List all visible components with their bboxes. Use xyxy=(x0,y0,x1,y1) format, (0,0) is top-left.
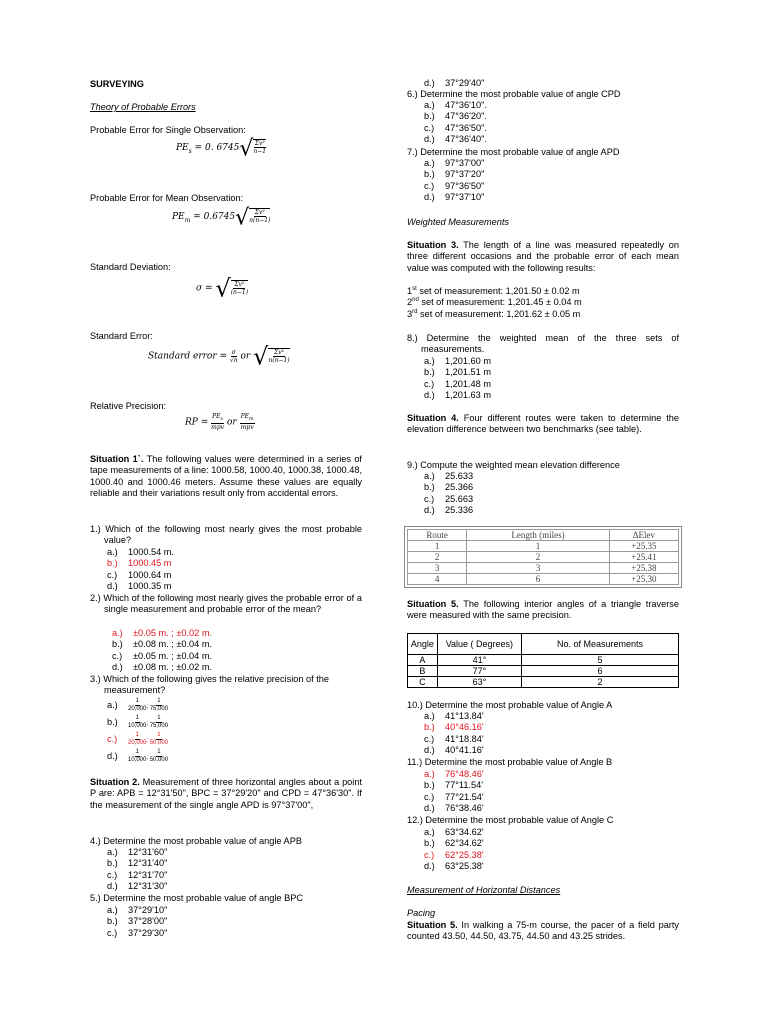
option-label: d.) xyxy=(424,745,435,756)
fraction-num: 1 xyxy=(157,749,161,756)
option-text: 97°37'10" xyxy=(445,192,485,203)
fraction xyxy=(150,715,168,730)
option-text: 97°37'00" xyxy=(445,158,485,168)
answer-option: a.) $\frac{1}{20,000}$ ; $\frac{1}{75,000}$ xyxy=(107,698,169,713)
table-cell: 1 xyxy=(467,541,610,552)
table-cell: +25.35 xyxy=(609,541,678,552)
table-cell: 41° xyxy=(437,655,521,666)
set-text: set of measurement: 1,201.50 ± 0.02 m xyxy=(416,286,580,296)
answer-option xyxy=(407,780,679,791)
q11-options xyxy=(407,769,679,815)
set-ordinal: rd xyxy=(412,308,418,315)
option-label: c.) xyxy=(112,650,123,661)
q10-options xyxy=(407,711,679,757)
table-cell: 1 xyxy=(408,541,467,552)
table-header-cell: ΔElev xyxy=(609,530,678,541)
option-label: a.) xyxy=(107,700,118,710)
measurement-set xyxy=(407,297,679,308)
angle-table xyxy=(407,633,679,688)
table-cell: B xyxy=(408,666,438,677)
option-label: b.) xyxy=(424,482,435,493)
question-7: 7.) Determine the most probable value of angle APD xyxy=(407,147,620,157)
option-text: 12°31'60" xyxy=(128,847,168,857)
option-label: b.) xyxy=(107,558,118,569)
option-label: c.) xyxy=(107,569,118,580)
fraction-num: 1 xyxy=(157,732,161,739)
option-label: a.) xyxy=(424,356,435,366)
rel-prec-label: Relative Precision: xyxy=(90,401,167,411)
answer-option: d.) $\frac{1}{10,000}$ ; $\frac{1}{50,000}$ xyxy=(107,749,169,764)
option-label: d.) xyxy=(424,134,435,145)
fraction xyxy=(128,749,146,764)
option-label: d.) xyxy=(107,581,118,592)
question-12: 12.) Determine the most probable value of Angle C xyxy=(407,815,614,825)
table-row xyxy=(408,634,679,655)
fraction xyxy=(150,749,168,764)
option-label: a.) xyxy=(424,769,435,779)
q2-options xyxy=(95,628,362,674)
table-cell: 5 xyxy=(522,655,679,666)
answer-option xyxy=(407,838,679,849)
option-label: c.) xyxy=(424,180,435,191)
q3-options xyxy=(90,697,362,765)
option-label: b.) xyxy=(107,916,118,927)
table-cell: 63° xyxy=(437,677,521,688)
set-number: 3 xyxy=(407,308,413,319)
option-text: 37°29'10" xyxy=(128,905,168,915)
table-row xyxy=(408,541,679,552)
q12-options xyxy=(407,827,679,873)
answer-option xyxy=(90,558,362,569)
option-text: ±0.08 m. ; ±0.02 m. xyxy=(133,662,213,673)
question-3: 3.) Which of the following gives the relative precision of the measurement? xyxy=(90,674,329,696)
option-label: c.) xyxy=(424,493,435,504)
answer-option xyxy=(407,711,679,722)
table-header-cell: Length (miles) xyxy=(467,530,610,541)
formula-std-error: Standard error = $\frac{\sigma}{√n}$ or √ $\frac{\text{Σv²}}{n(n-1)}$ xyxy=(148,342,290,371)
set-number: 2 xyxy=(407,297,413,308)
answer-option xyxy=(90,870,362,881)
formula-pe-single: $PE_s = 0$. 6745√ $\frac{\text{Σv²}}{n-1}$ xyxy=(176,136,267,162)
situation-5b xyxy=(407,920,679,943)
option-label: d.) xyxy=(424,192,435,203)
question-10: 10.) Determine the most probable value of Angle A xyxy=(407,700,613,710)
question-4: 4.) Determine the most probable value of angle APB xyxy=(90,836,302,846)
answer-option xyxy=(90,547,362,558)
option-text: 1,201.51 m xyxy=(445,367,491,378)
table-row xyxy=(408,677,679,688)
option-label: d.) xyxy=(112,662,123,673)
option-label: a.) xyxy=(424,827,435,837)
answer-option xyxy=(90,928,362,939)
option-text: 25.663 xyxy=(445,493,474,504)
option-label: b.) xyxy=(107,858,118,869)
q4-options xyxy=(90,847,362,893)
answer-option xyxy=(90,881,362,892)
answer-option xyxy=(407,803,679,814)
option-label: a.) xyxy=(112,628,123,638)
option-text: ±0.08 m. ; ±0.04 m. xyxy=(133,639,213,650)
option-text: 40°41.16' xyxy=(445,745,484,756)
answer-option xyxy=(407,181,679,192)
table-cell: 4 xyxy=(408,574,467,585)
option-label: d.) xyxy=(424,78,435,88)
situation-5-text: The following interior angles of a triangle traverse were measured with the same precision. xyxy=(407,599,679,621)
table-cell: 6 xyxy=(522,666,679,677)
table-row xyxy=(408,574,679,585)
fraction-den: 50,000 xyxy=(149,757,169,764)
answer-option xyxy=(407,123,679,134)
fraction xyxy=(128,715,146,730)
option-label: b.) xyxy=(424,111,435,122)
answer-option xyxy=(407,192,679,203)
answer-option xyxy=(407,100,679,111)
option-text: 40°46.16' xyxy=(445,722,484,733)
question-5: 5.) Determine the most probable value of angle BPC xyxy=(90,893,303,903)
answer-option xyxy=(407,390,679,401)
option-label: a.) xyxy=(424,471,435,481)
situation-2 xyxy=(90,777,362,811)
answer-option xyxy=(407,494,679,505)
option-label: c.) xyxy=(107,869,118,880)
option-label: a.) xyxy=(107,547,118,557)
table-cell: 2 xyxy=(408,552,467,563)
option-label: c.) xyxy=(424,849,435,860)
answer-option xyxy=(407,769,679,780)
table-cell: +25.41 xyxy=(609,552,678,563)
answer-option xyxy=(407,169,679,180)
question-8: 8.) Determine the weighted mean of the three sets of measurements. xyxy=(407,333,679,355)
answer-option xyxy=(90,858,362,869)
fraction-num: 1 xyxy=(135,749,139,756)
situation-3 xyxy=(407,240,679,274)
option-text: 1000.64 m xyxy=(128,569,172,580)
situation-1-head: Situation 1`. xyxy=(90,454,144,464)
situation-3-text: The length of a line was measured repeatedly on three different occasions and the probable error of each mean value was computed with the following results: xyxy=(407,240,679,273)
fraction xyxy=(128,732,146,747)
fraction xyxy=(150,698,168,713)
situation-4-head: Situation 4. xyxy=(407,413,459,423)
option-label: b.) xyxy=(424,169,435,180)
answer-option xyxy=(95,651,362,662)
option-label: d.) xyxy=(424,861,435,872)
section-weighted: Weighted Measurements xyxy=(407,217,509,227)
table-header-cell: Route xyxy=(408,530,467,541)
answer-option xyxy=(407,482,679,493)
situation-5b-head: Situation 5. xyxy=(407,920,458,930)
doc-title: SURVEYING xyxy=(90,79,144,89)
answer-option xyxy=(407,734,679,745)
fraction-den: 20,000 xyxy=(128,706,147,713)
set-number: 1 xyxy=(407,286,413,296)
answer-option xyxy=(407,850,679,861)
option-label: d.) xyxy=(424,803,435,814)
option-text: ±0.05 m. ; ±0.04 m. xyxy=(133,650,213,661)
q5-options xyxy=(90,905,362,939)
q6-options xyxy=(407,100,679,146)
set-text: set of measurement: 1,201.45 ± 0.04 m xyxy=(418,297,582,308)
option-text: 77°21.54' xyxy=(445,791,484,802)
option-text: 47°36'10". xyxy=(445,100,487,110)
answer-option xyxy=(407,505,679,516)
option-text: 47°36'50". xyxy=(445,122,487,133)
option-text: 12°31'30" xyxy=(128,881,168,892)
fraction-num: 1 xyxy=(157,698,161,705)
option-text: 25.336 xyxy=(445,505,474,516)
answer-option xyxy=(407,861,679,872)
option-label: c.) xyxy=(424,791,435,802)
set-ordinal: nd xyxy=(412,297,419,304)
option-text: 47°36'40". xyxy=(445,134,487,145)
std-dev-label: Standard Deviation: xyxy=(90,262,171,272)
option-text: 1000.54 m. xyxy=(128,547,174,557)
table-cell: 77° xyxy=(437,666,521,677)
option-text: 1000.45 m xyxy=(128,558,172,569)
answer-option xyxy=(95,628,362,639)
fraction-den: 75,000 xyxy=(149,706,169,713)
table-header-cell: No. of Measurements xyxy=(522,634,679,655)
table-row xyxy=(408,552,679,563)
fraction-num: 1 xyxy=(135,715,139,722)
answer-option xyxy=(407,158,679,169)
option-label: c.) xyxy=(107,927,118,938)
formula-sigma: σ = √ $\frac{\text{Σv²}}{(n-1)}$ xyxy=(196,274,249,303)
fraction-den: 20,000 xyxy=(128,740,147,747)
option-text: 77°11.54' xyxy=(445,780,483,791)
option-text: 12°31'40" xyxy=(128,858,168,869)
table-header-cell: Value ( Degrees) xyxy=(437,634,521,655)
situation-1 xyxy=(90,454,362,500)
question-11: 11.) Determine the most probable value of Angle B xyxy=(407,757,613,767)
fraction-num: 1 xyxy=(157,715,161,722)
option-label: b.) xyxy=(424,838,435,849)
measurement-set xyxy=(407,286,679,297)
situation-5b-text: In walking a 75-m course, the pacer of a field party counted 43.50, 44.50, 43.75, 44.50 and 43.25 strides. xyxy=(407,920,680,942)
option-text: 62°34.62' xyxy=(445,838,484,849)
answer-option xyxy=(407,722,679,733)
option-label: a.) xyxy=(424,158,435,168)
table-cell: +25.30 xyxy=(609,574,678,585)
table-row xyxy=(408,530,679,541)
option-text: 76°38.46' xyxy=(445,803,484,814)
option-label: b.) xyxy=(424,367,435,378)
set-ordinal: st xyxy=(412,285,417,292)
situation-2-head: Situation 2. xyxy=(90,777,140,787)
fraction-num: 1 xyxy=(135,732,139,739)
answer-option xyxy=(407,356,679,367)
situation-4 xyxy=(407,413,679,436)
answer-option xyxy=(407,111,679,122)
option-text: 25.633 xyxy=(445,471,474,481)
table-header-cell: Angle xyxy=(408,634,438,655)
option-text: 37°29'30" xyxy=(128,927,168,938)
option-label: a.) xyxy=(424,100,435,110)
answer-option xyxy=(407,745,679,756)
q1-options xyxy=(90,547,362,593)
answer-option xyxy=(90,916,362,927)
q7-options xyxy=(407,158,679,204)
pe-mean-label: Probable Error for Mean Observation: xyxy=(90,193,244,203)
table-cell: +25.38 xyxy=(609,563,678,574)
option-label: d.) xyxy=(424,390,435,401)
option-text: 12°31'70" xyxy=(128,869,168,880)
option-text: 41°13.84' xyxy=(445,711,484,721)
option-text: 25.366 xyxy=(445,482,474,493)
option-label: d.) xyxy=(107,751,118,761)
section-horizontal: Measurement of Horizontal Distances xyxy=(407,885,561,895)
option-text: 41°18.84' xyxy=(445,733,484,744)
situation-5 xyxy=(407,599,679,622)
table-cell: 2 xyxy=(522,677,679,688)
q8-options xyxy=(407,356,679,402)
option-label: b.) xyxy=(424,780,435,791)
option-text: 76°48.46' xyxy=(445,769,484,779)
section-theory: Theory of Probable Errors xyxy=(90,102,196,112)
set-text: set of measurement: 1,201.62 ± 0.05 m xyxy=(417,308,581,319)
answer-option xyxy=(407,367,679,378)
sets-list xyxy=(407,286,679,320)
answer-option xyxy=(90,581,362,592)
option-text: 1000.35 m xyxy=(128,581,172,592)
answer-option: b.) $\frac{1}{10,000}$ ; $\frac{1}{75,000}$ xyxy=(107,715,169,730)
answer-option xyxy=(90,570,362,581)
option-label: d.) xyxy=(424,505,435,516)
option-label: c.) xyxy=(424,122,435,133)
table-cell: 2 xyxy=(467,552,610,563)
option-label: b.) xyxy=(112,639,123,650)
table-cell: C xyxy=(408,677,438,688)
option-text: 97°36'50" xyxy=(445,180,485,191)
answer-option xyxy=(90,847,362,858)
section-pacing: Pacing xyxy=(407,908,436,918)
answer-option: c.) $\frac{1}{20,000}$ ; $\frac{1}{50,000}$ xyxy=(107,732,169,747)
answer-option xyxy=(95,639,362,650)
option-text: 1,201.63 m xyxy=(445,390,491,401)
answer-option xyxy=(90,905,362,916)
answer-option xyxy=(407,471,679,482)
option-text: 63°25.38' xyxy=(445,861,484,872)
fraction-den: 75,000 xyxy=(149,723,169,730)
table-cell: 3 xyxy=(408,563,467,574)
situation-4-text: Four different routes were taken to determine the elevation difference between two benchmarks (see table). xyxy=(407,413,679,435)
situation-2-text: Measurement of three horizontal angles about a point P are: APB = 12°31'50", BPC = 37°29'20" and CPD = 47°36'30". If the measurement of the single angle APD is 97°37'00", xyxy=(90,777,362,810)
table-row xyxy=(408,655,679,666)
question-2: 2.) Which of the following most nearly gives the probable error of a single measurement and probable error of the mean? xyxy=(90,593,362,615)
option-label: b.) xyxy=(107,717,118,727)
question-6: 6.) Determine the most probable value of angle CPD xyxy=(407,89,621,99)
option-text: 37°29'40" xyxy=(445,78,485,88)
formula-rp: RP = $\frac{PE_s}{\text{mpv}}$ or $\frac{PE_m}{\text{mpv}}$ xyxy=(185,413,254,432)
answer-option xyxy=(407,792,679,803)
route-table xyxy=(407,529,679,585)
pe-single-label: Probable Error for Single Observation: xyxy=(90,125,246,135)
option-text: 63°34.62' xyxy=(445,827,484,837)
option-text: 37°28'00" xyxy=(128,916,168,927)
option-text: 47°36'20". xyxy=(445,111,487,122)
fraction-den: 10,000 xyxy=(128,757,147,764)
table-cell: 6 xyxy=(467,574,610,585)
fraction xyxy=(128,698,146,713)
answer-option xyxy=(95,662,362,673)
std-err-label: Standard Error: xyxy=(90,331,153,341)
table-row xyxy=(408,666,679,677)
option-text: ±0.05 m. ; ±0.02 m. xyxy=(133,628,213,638)
answer-option xyxy=(407,134,679,145)
option-text: 62°25.38' xyxy=(445,849,484,860)
question-9: 9.) Compute the weighted mean elevation difference xyxy=(407,460,620,470)
option-text: 97°37'20" xyxy=(445,169,485,180)
fraction-den: 50,000 xyxy=(149,740,169,747)
table-cell: A xyxy=(408,655,438,666)
situation-3-head: Situation 3. xyxy=(407,240,459,250)
option-label: d.) xyxy=(107,881,118,892)
option-label: c.) xyxy=(424,378,435,389)
fraction-num: 1 xyxy=(135,698,139,705)
option-label: b.) xyxy=(424,722,435,733)
fraction-den: 10,000 xyxy=(128,723,147,730)
measurement-set xyxy=(407,309,679,320)
table-row xyxy=(408,563,679,574)
answer-option xyxy=(407,379,679,390)
option-text: 1,201.60 m xyxy=(445,356,491,366)
q5-option-d xyxy=(407,78,679,89)
option-label: a.) xyxy=(107,905,118,915)
question-1: 1.) Which of the following most nearly gives the most probable value? xyxy=(90,524,362,546)
option-label: a.) xyxy=(107,847,118,857)
option-label: a.) xyxy=(424,711,435,721)
option-text: 1,201.48 m xyxy=(445,378,491,389)
formula-pe-mean: $PE_m = 0.6745√$ $\frac{\text{Σv²}}{n(n-1)}$ xyxy=(172,205,271,231)
option-label: c.) xyxy=(424,733,435,744)
q9-options xyxy=(407,471,679,517)
fraction xyxy=(150,732,168,747)
option-label: c.) xyxy=(107,734,118,744)
answer-option xyxy=(407,827,679,838)
table-cell: 3 xyxy=(467,563,610,574)
situation-5-head: Situation 5. xyxy=(407,599,459,609)
situation-1-text: The following values were determined in a series of tape measurements of a line: 1000.58, 1000.40, 1000.38, 1000.48, 1000.40 and 1000.46 meters. Assume these values are equally reliable and their variations result only from accidental errors. xyxy=(90,454,362,499)
